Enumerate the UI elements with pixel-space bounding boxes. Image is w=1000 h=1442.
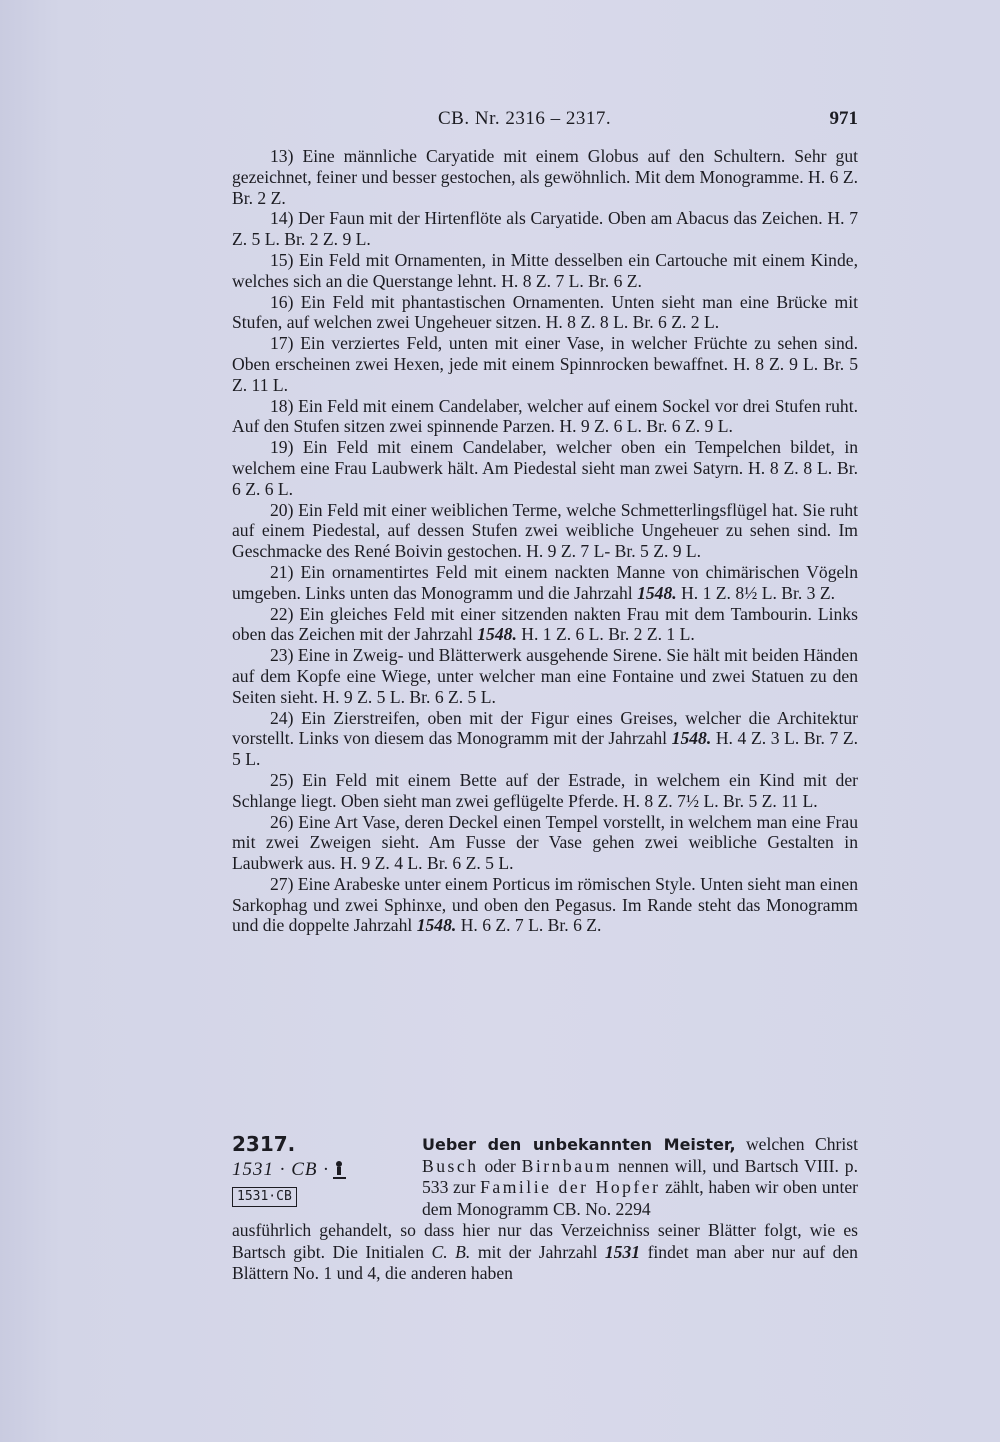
entry-text: 25) Ein Feld mit einem Bette auf der Estrade, in welchem ein Kind mit der Schlange liegt. Oben sieht man zwei geflügelte Pferde. bbox=[232, 769, 858, 811]
entry-dimensions: H. 8 Z. 9 L. Br. 5 Z. 11 L. bbox=[232, 353, 858, 395]
entry-dimensions: H. 1 Z. 8½ L. Br. 3 Z. bbox=[681, 582, 836, 603]
catalogue-entry bbox=[232, 500, 858, 562]
entry-text: 24) Ein Zierstreifen, oben mit der Figur eines Greises, welcher die Architektur vorstellt. Links von diesem das Monogramm mit der Jahrzahl bbox=[232, 707, 858, 749]
catalogue-entry bbox=[232, 770, 858, 812]
entry-text: 20) Ein Feld mit einer weiblichen Terme, welche Schmetterlingsflügel hat. Sie ruht auf einem Piedestal, auf dessen Stufen zwei weibliche Ungeheuer zu sehen sind. Im Geschmacke des René Boivin gestochen. bbox=[232, 499, 858, 562]
catalogue-entry bbox=[232, 333, 858, 395]
text-run: mit der Jahrzahl bbox=[477, 1241, 598, 1262]
catalogue-entry bbox=[232, 146, 858, 208]
text-run: ausführlich gehandelt, so dass hier nur das Verzeichniss seiner Blätter folgt, wie es Bartsch gibt. Die Initialen bbox=[232, 1220, 858, 1262]
entry-dimensions: H. 9 Z. 5 L. Br. 6 Z. 5 L. bbox=[322, 686, 496, 707]
page-number: 971 bbox=[829, 108, 858, 129]
section-intro bbox=[422, 1134, 858, 1220]
entry-dimensions: H. 1 Z. 6 L. Br. 2 Z. 1 L. bbox=[521, 624, 695, 645]
entry-text: 16) Ein Feld mit phantastischen Ornamenten. Unten sieht man eine Brücke mit Stufen, auf welchen zwei Ungeheuer sitzen. bbox=[232, 291, 858, 333]
entry-text: 18) Ein Feld mit einem Candelaber, welcher auf einem Sockel vor drei Stufen ruht. Auf den Stufen sitzen zwei spinnende Parzen. bbox=[232, 395, 858, 437]
entry-dimensions: H. 8 Z. 8 L. Br. 6 Z. 2 L. bbox=[545, 312, 720, 333]
monogram-block bbox=[232, 1134, 422, 1220]
catalogue-entry bbox=[232, 812, 858, 874]
name-busch: Busch bbox=[422, 1155, 479, 1176]
running-title: CB. Nr. 2316 – 2317. bbox=[438, 108, 612, 129]
entry-dimensions: H. 6 Z. 7 L. Br. 6 Z. bbox=[460, 915, 602, 936]
entry-text: 13) Eine männliche Caryatide mit einem Globus auf den Schultern. Sehr gut gezeichnet, feiner und besser gestochen, als gewöhnlich. Mit dem Monogramme. bbox=[232, 146, 858, 187]
catalogue-entry bbox=[232, 874, 858, 936]
entry-text: 14) Der Faun mit der Hirtenflöte als Caryatide. Oben am Abacus das Zeichen. bbox=[270, 208, 823, 229]
entry-text: 15) Ein Feld mit Ornamenten, in Mitte desselben ein Cartouche mit einem Kinde, welches sich an die Querstange lehnt. bbox=[232, 249, 858, 291]
entry-text: 21) Ein ornamentirtes Feld mit einem nackten Manne von chimärischen Vögeln umgeben. Links unten das Monogramm und die Jahrzahl bbox=[232, 561, 858, 603]
catalogue-entries bbox=[232, 146, 858, 936]
entry-year: 1548. bbox=[477, 624, 517, 645]
initials: C. B. bbox=[431, 1241, 471, 1262]
entry-dimensions: H. 8 Z. 7 L. Br. 6 Z. bbox=[501, 270, 642, 291]
entry-text: 19) Ein Feld mit einem Candelaber, welcher oben ein Tempelchen bildet, in welchem eine Frau Laubwerk hält. Am Piedestal sieht man zwei Satyrn. bbox=[232, 437, 858, 478]
entry-dimensions: H. 9 Z. 4 L. Br. 6 Z. 5 L. bbox=[339, 853, 514, 874]
catalogue-entry bbox=[232, 645, 858, 707]
name-hopfer: Familie der Hopfer bbox=[480, 1177, 661, 1197]
section-number: 2317. bbox=[232, 1132, 296, 1156]
monogram-tablet: 1531·CB bbox=[232, 1187, 297, 1207]
entry-text: 27) Eine Arabeske unter einem Porticus im römischen Style. Unten sieht man einen Sarkophag und zwei Sphinxe, und oben den Pegasus. Im Rande steht das Monogramm und die doppelte Jahrzahl bbox=[232, 873, 858, 936]
section-continuation bbox=[232, 1220, 858, 1285]
entry-text: 23) Eine in Zweig- und Blätterwerk ausgehende Sirene. Sie hält mit beiden Händen auf dem Kopfe eine Wiege, unter welcher man eine Fontaine und zwei Statuen zu den Seiten sieht. bbox=[232, 645, 858, 707]
figure-mark-icon bbox=[329, 1159, 351, 1181]
entry-text: 17) Ein verziertes Feld, unten mit einer Vase, in welcher Früchte zu sehen sind. Oben erscheinen zwei Hexen, jede mit einem Spinnrocken bewaffnet. bbox=[232, 333, 858, 374]
catalogue-entry bbox=[232, 604, 858, 646]
monogram-signature: 1531 · CB · bbox=[232, 1158, 330, 1180]
entry-dimensions: H. 8 Z. 8 L. Br. 6 Z. 6 L. bbox=[232, 457, 858, 499]
text-run: welchen Christ bbox=[745, 1134, 858, 1154]
name-birnbaum: Birnbaum bbox=[521, 1155, 613, 1176]
entry-dimensions: H. 7 Z. 5 L. Br. 2 Z. 9 L. bbox=[232, 208, 858, 250]
catalogue-entry bbox=[232, 208, 858, 250]
catalogue-entry bbox=[232, 708, 858, 770]
entry-year: 1548. bbox=[637, 582, 677, 603]
entry-year: 1548. bbox=[671, 728, 712, 749]
entry-text: 26) Eine Art Vase, deren Deckel einen Tempel vorstellt, in welchem man eine Frau mit zwei Zweigen sieht. Am Fusse der Vase gehen zwei weibliche Gestalten in Laubwerk aus. bbox=[232, 811, 858, 874]
text-run: nennen will, und Bartsch VIII. p. 533 zur bbox=[422, 1155, 858, 1197]
entry-year: 1548. bbox=[416, 915, 457, 936]
entry-dimensions: H. 9 Z. 7 L- Br. 5 Z. 9 L. bbox=[526, 541, 702, 562]
catalogue-entry bbox=[232, 437, 858, 499]
catalogue-entry bbox=[232, 562, 858, 604]
text-run: zählt, haben wir oben unter dem Monogramm CB. No. 2294 bbox=[422, 1177, 859, 1219]
catalogue-entry bbox=[232, 250, 858, 292]
entry-dimensions: H. 8 Z. 7½ L. Br. 5 Z. 11 L. bbox=[622, 790, 818, 811]
text-run: findet man aber nur auf den Blättern No. 1 und 4, die anderen haben bbox=[232, 1241, 858, 1283]
entry-text: 22) Ein gleiches Feld mit einer sitzenden nakten Frau mit dem Tambourin. Links oben das Zeichen mit der Jahrzahl bbox=[232, 603, 858, 645]
page-header bbox=[232, 108, 858, 136]
entry-dimensions: H. 6 Z. Br. 2 Z. bbox=[232, 166, 858, 208]
catalogue-entry bbox=[232, 292, 858, 334]
year-1531: 1531 bbox=[604, 1241, 641, 1262]
section-title: Ueber den unbekannten Meister, bbox=[422, 1135, 736, 1154]
catalogue-entry bbox=[232, 396, 858, 438]
section-2317 bbox=[232, 1134, 858, 1285]
entry-dimensions: H. 9 Z. 6 L. Br. 6 Z. 9 L. bbox=[559, 416, 733, 437]
text-run: oder bbox=[484, 1155, 516, 1176]
entry-dimensions: H. 4 Z. 3 L. Br. 7 Z. 5 L. bbox=[232, 728, 858, 770]
